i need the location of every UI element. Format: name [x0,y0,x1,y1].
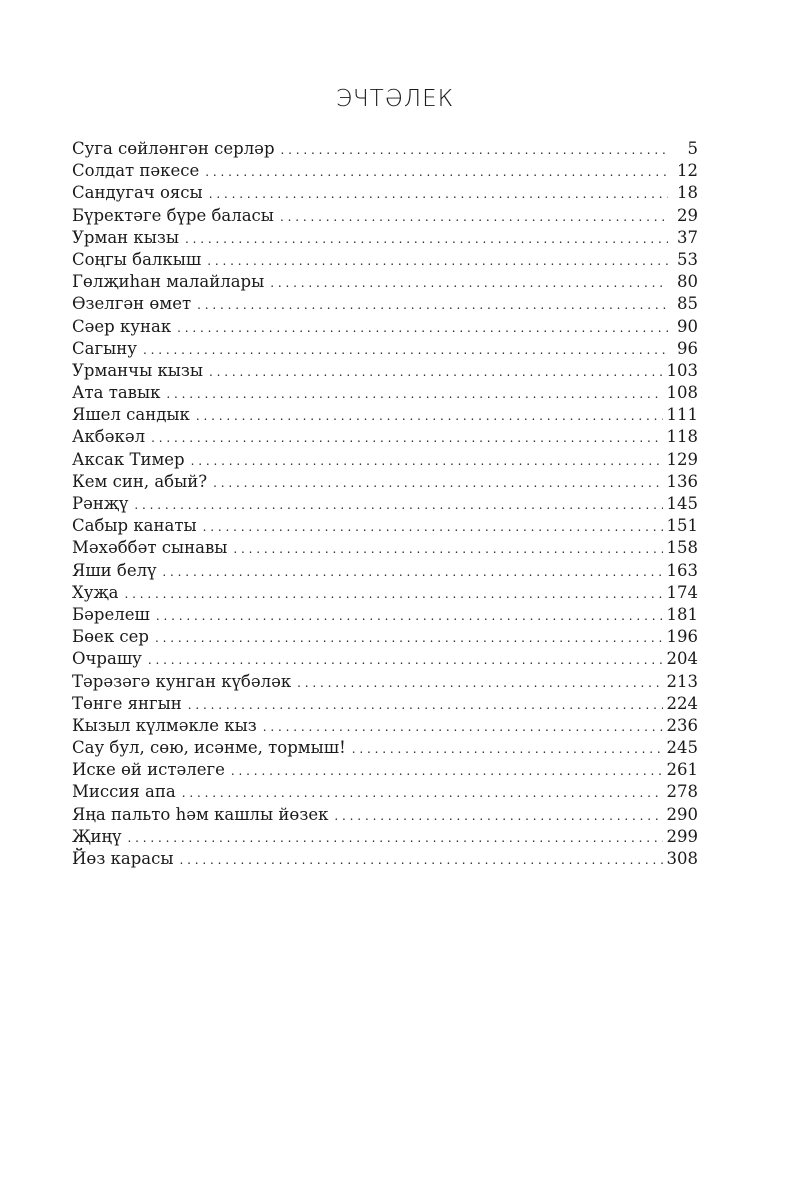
dot-leader [180,849,663,871]
toc-entry-title: Яңа пальто һәм кашлы йөзек [72,804,329,824]
toc-entry-page-number: 224 [666,693,698,713]
toc-entry [72,471,698,493]
toc-entry-title: Сабыр канаты [72,516,197,536]
toc-entry-title: Миссия апа [72,782,176,802]
dot-leader [162,561,662,583]
dot-leader [334,805,662,827]
toc-entry [72,338,698,360]
toc-entry-title: Төнге янгын [72,693,182,713]
toc-entry-page-number: 80 [677,272,698,292]
toc-entry [72,138,698,160]
toc-entry-page-number: 111 [666,405,698,425]
dot-leader [281,139,668,161]
toc-entry-page-number: 103 [666,360,698,380]
dot-leader [352,738,663,760]
toc-entry-title: Йөз карасы [72,849,174,868]
dot-leader [209,183,668,205]
toc-entry-title: Гөлҗиһан малайлары [72,272,265,292]
toc-entry [72,804,698,826]
dot-leader [207,250,668,272]
toc-entry-title: Өзелгән өмет [72,294,192,314]
toc-entry-page-number: 90 [677,316,698,336]
toc-entry-page-number: 158 [666,538,698,558]
toc-entry-title: Аксак Тимер [72,449,185,469]
toc-entry-page-number: 118 [666,427,698,447]
toc-entry-page-number: 37 [677,227,698,247]
dot-leader [127,827,662,849]
toc-entry-page-number: 129 [666,449,698,469]
toc-entry [72,848,698,870]
toc-entry-title: Тәрәзәгә кунган күбәләк [72,671,292,691]
toc-entry [72,271,698,293]
toc-entry-page-number: 136 [666,471,698,491]
dot-leader [182,782,663,804]
toc-entry-title: Бәрелеш [72,604,150,624]
dot-leader [205,161,668,183]
toc-entry-page-number: 278 [666,782,698,802]
toc-entry [72,449,698,471]
dot-leader [233,538,662,560]
toc-entry-title: Яшел сандык [72,405,190,425]
toc-entry [72,515,698,537]
dot-leader [196,405,663,427]
dot-leader [191,450,663,472]
dot-leader [185,228,668,250]
dot-leader [280,206,668,228]
toc-entry [72,316,698,338]
toc-entry-title: Җиңү [72,826,122,846]
toc-entry-title: Очрашу [72,649,142,669]
toc-entry-page-number: 145 [666,494,698,513]
toc-entry-page-number: 174 [666,582,698,602]
dot-leader [177,317,668,339]
toc-entry-page-number: 108 [666,383,698,403]
toc-entry-page-number: 236 [666,715,698,735]
toc-entry-page-number: 53 [677,249,698,269]
toc-entry [72,360,698,382]
toc-entry [72,781,698,803]
toc-entry-page-number: 261 [666,760,698,780]
toc-entry [72,182,698,204]
toc-entry [72,648,698,670]
toc-entry-page-number: 151 [666,516,698,536]
toc-entry-title: Соңгы балкыш [72,249,202,269]
table-of-contents [72,138,698,870]
toc-entry-title: Яши белү [72,560,157,580]
toc-entry-page-number: 213 [666,671,698,691]
toc-entry [72,249,698,271]
dot-leader [203,516,663,538]
toc-entry-title: Акбәкәл [72,427,146,447]
toc-entry-page-number: 196 [666,627,698,647]
toc-entry-title: Сау бул, сөю, исәнме, тормыш! [72,738,346,758]
toc-entry [72,426,698,448]
toc-entry-page-number: 299 [666,826,698,846]
toc-entry-page-number: 163 [666,560,698,580]
toc-entry [72,382,698,404]
toc-entry-title: Сагыну [72,338,137,358]
toc-entry [72,205,698,227]
toc-entry-title: Хуҗа [72,582,119,602]
dot-leader [213,472,662,494]
toc-entry [72,671,698,693]
toc-entry-page-number: 181 [666,604,698,624]
toc-entry-title: Суга сөйләнгән серләр [72,139,275,158]
dot-leader [124,583,662,605]
toc-entry-title: Сандугач оясы [72,183,203,203]
dot-leader [270,272,668,294]
toc-entry-title: Солдат пәкесе [72,161,200,181]
toc-entry-page-number: 96 [677,338,698,358]
toc-entry [72,693,698,715]
toc-entry-title: Урманчы кызы [72,360,204,380]
dot-leader [143,339,668,361]
dot-leader [155,627,663,649]
toc-entry [72,604,698,626]
toc-entry-title: Мәхәббәт сынавы [72,538,228,558]
dot-leader [263,716,663,738]
toc-entry [72,560,698,582]
toc-entry-page-number: 245 [666,738,698,758]
toc-entry-title: Кем син, абый? [72,471,208,491]
toc-entry-title: Бөек сер [72,627,149,647]
toc-entry [72,160,698,182]
toc-entry [72,537,698,559]
toc-entry-title: Ата тавык [72,383,161,403]
dot-leader [148,649,663,671]
toc-entry-title: Рәнҗү [72,494,129,513]
toc-entry [72,293,698,315]
toc-entry-title: Урман кызы [72,227,179,247]
toc-entry [72,826,698,848]
toc-entry-page-number: 5 [687,139,698,158]
toc-entry-page-number: 12 [677,161,698,181]
dot-leader [197,294,668,316]
dot-leader [297,672,662,694]
toc-entry-page-number: 85 [677,294,698,314]
page-title: ЭЧТӘЛЕК [335,86,455,112]
dot-leader [166,383,662,405]
dot-leader [188,694,663,716]
toc-entry [72,227,698,249]
toc-entry [72,493,698,515]
toc-entry [72,715,698,737]
toc-entry-title: Кызыл күлмәкле кыз [72,715,257,735]
toc-entry-page-number: 290 [666,804,698,824]
toc-entry [72,582,698,604]
dot-leader [156,605,663,627]
toc-entry-page-number: 204 [666,649,698,669]
dot-leader [151,427,662,449]
dot-leader [231,760,663,782]
toc-entry-title: Бүректәге бүре баласы [72,205,274,225]
toc-entry [72,626,698,648]
toc-entry [72,759,698,781]
dot-leader [209,361,662,383]
toc-entry [72,737,698,759]
toc-entry [72,404,698,426]
toc-entry-page-number: 18 [677,183,698,203]
toc-entry-title: Сәер кунак [72,316,172,336]
dot-leader [134,494,662,516]
toc-entry-title: Иске өй истәлеге [72,760,225,780]
toc-entry-page-number: 29 [677,205,698,225]
toc-entry-page-number: 308 [666,849,698,868]
